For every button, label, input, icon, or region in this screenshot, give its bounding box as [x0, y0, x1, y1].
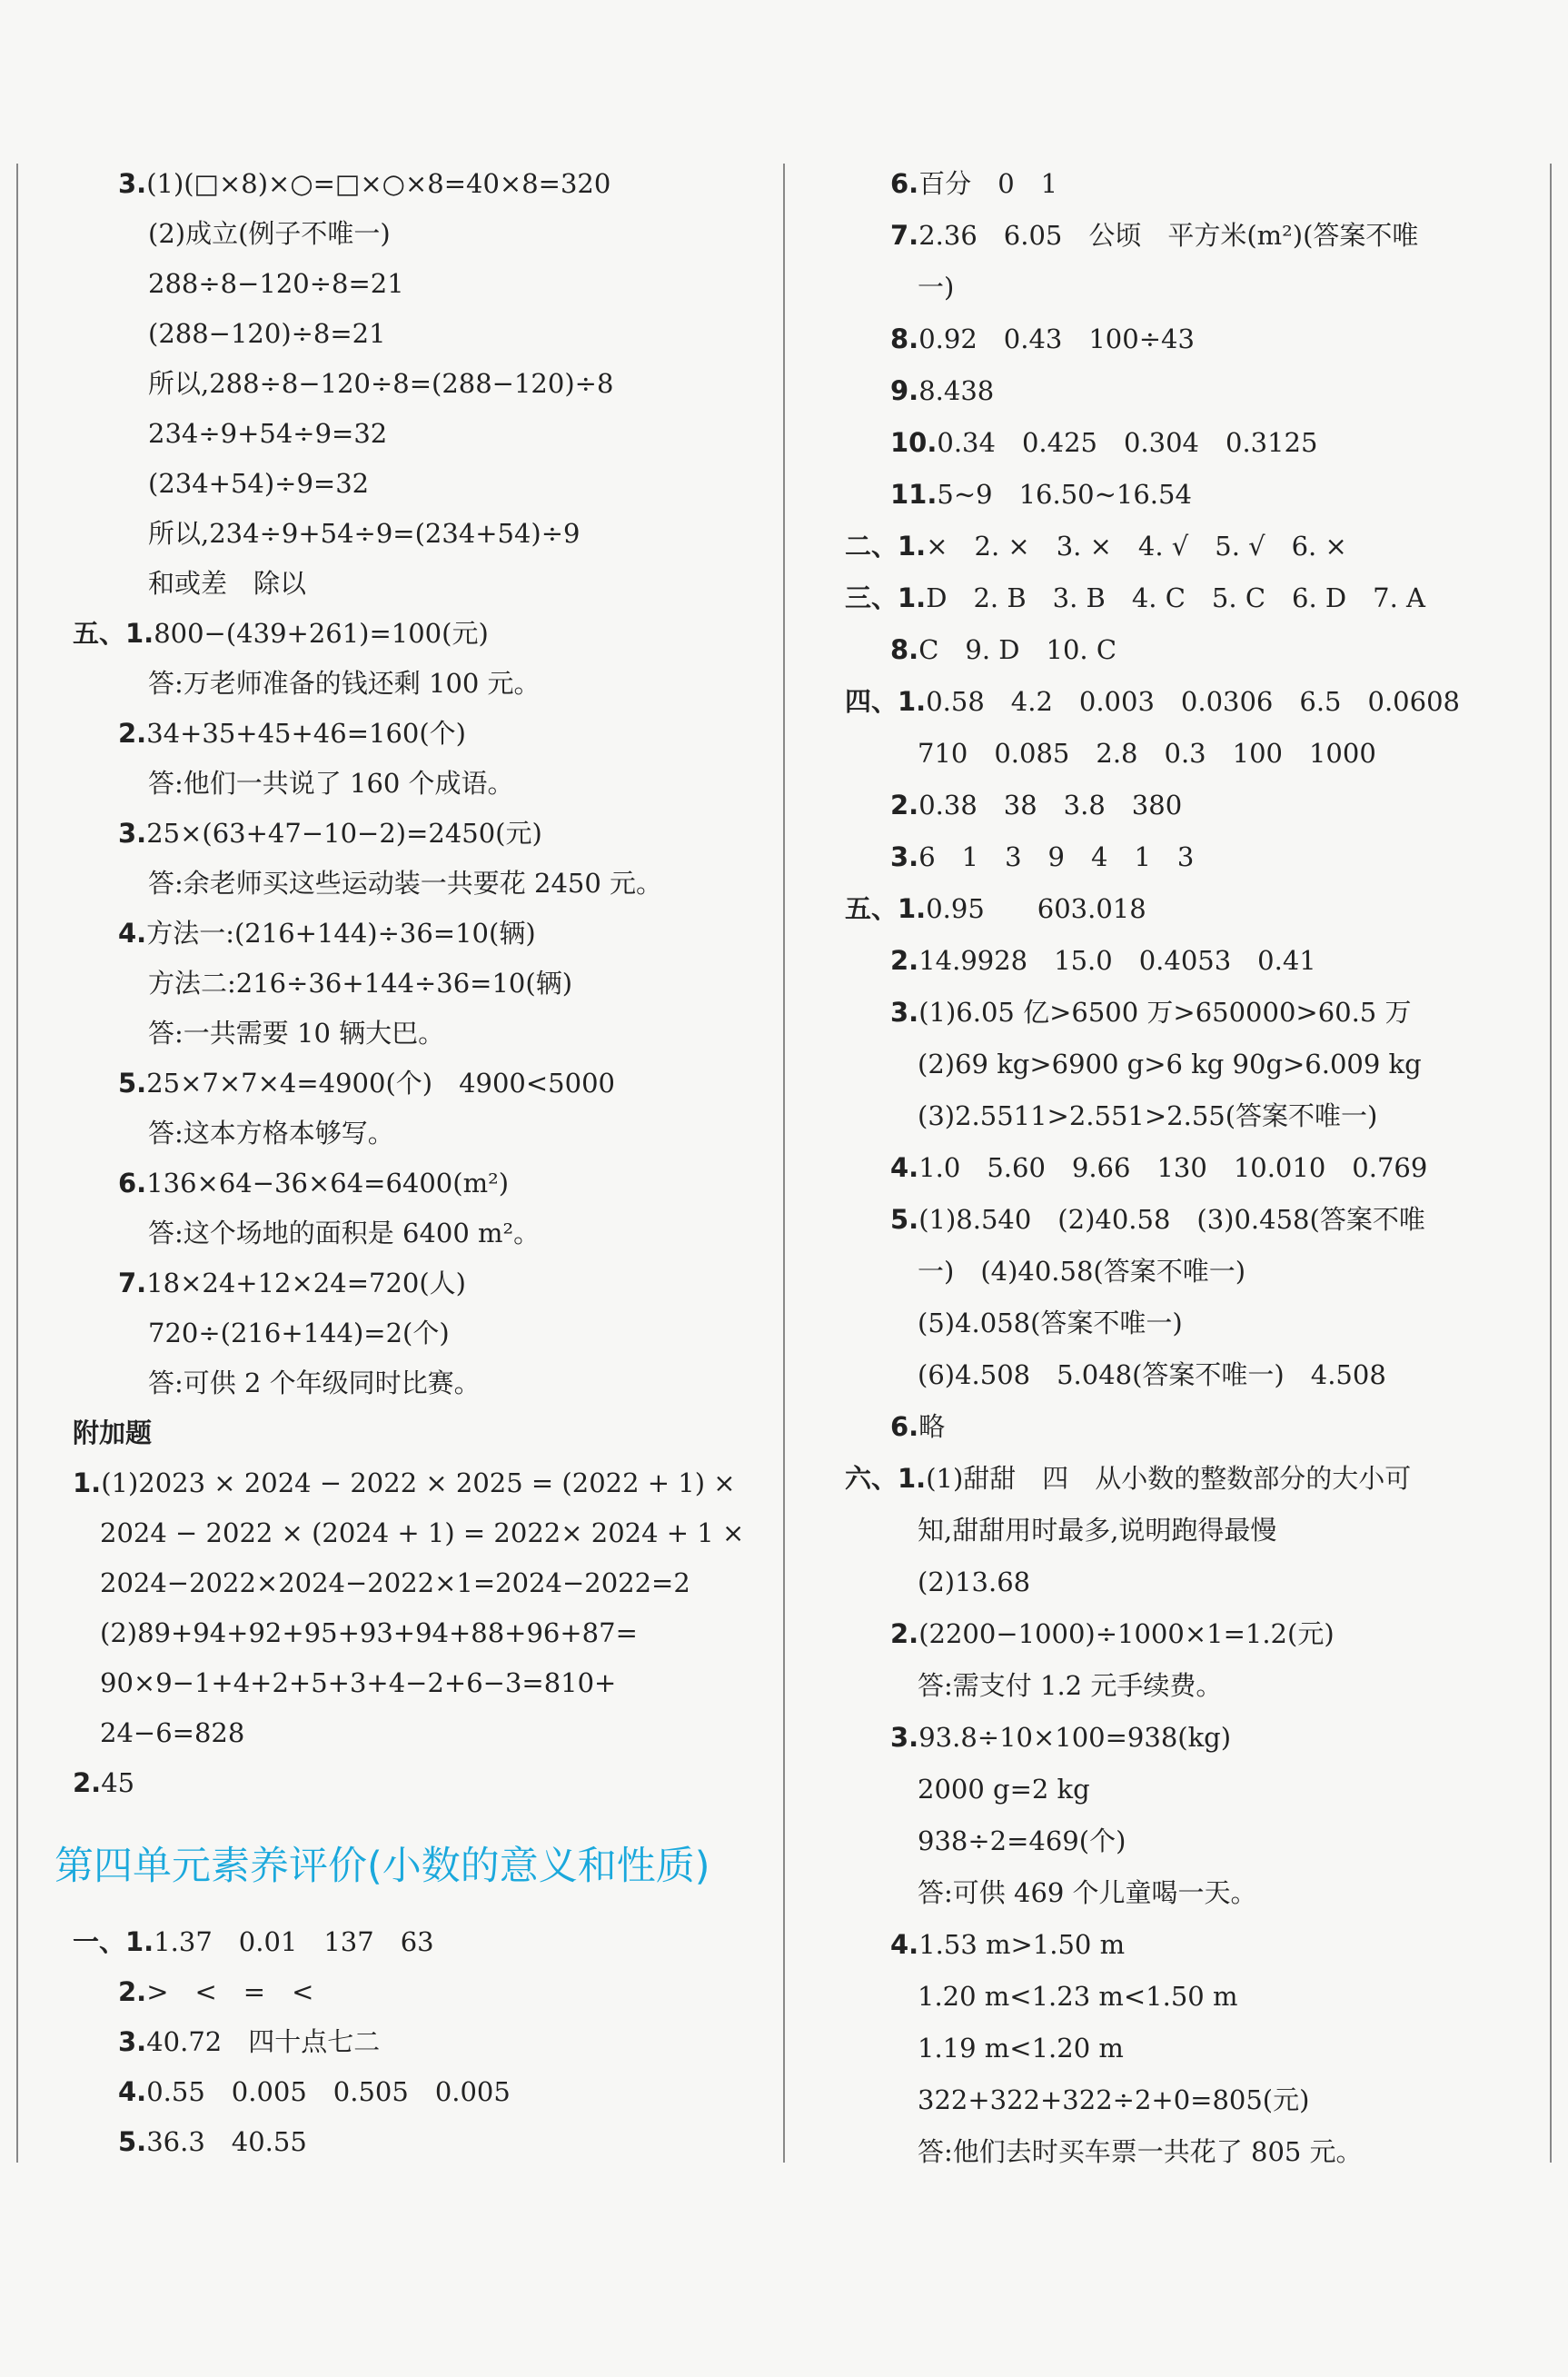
answer-text: 24−6=828 — [100, 1717, 245, 1748]
answer-text: 6 1 3 9 4 1 3 — [918, 841, 1195, 872]
answer-text: 938÷2=469(个) — [918, 1825, 1126, 1856]
answer-line — [918, 2030, 1124, 2066]
answer-line — [73, 1415, 152, 1451]
answer-text: 25×(63+47−10−2)=2450(元) — [146, 818, 542, 849]
answer-text: 710 0.085 2.8 0.3 100 1000 — [918, 738, 1376, 769]
item-number: 4. — [890, 1152, 919, 1183]
answer-text: (288−120)÷8=21 — [148, 318, 386, 349]
answer-text: (2)13.68 — [918, 1566, 1031, 1597]
answer-text: 百分 0 1 — [918, 168, 1058, 199]
item-number: 3. — [890, 1722, 919, 1753]
answer-text: 1.53 m>1.50 m — [918, 1929, 1126, 1960]
answer-text: 36.3 40.55 — [146, 2126, 307, 2157]
answer-text: (1)甜甜 四 从小数的整数部分的大小可 — [926, 1463, 1412, 1494]
answer-line — [918, 1098, 1377, 1134]
answer-line — [890, 1926, 1125, 1963]
answer-line — [118, 1065, 615, 1101]
answer-text: 234÷9+54÷9=32 — [148, 418, 388, 449]
answer-text: 0.55 0.005 0.505 0.005 — [146, 2076, 511, 2107]
answer-line — [100, 1665, 616, 1701]
answer-text: 答:这个场地的面积是 6400 m²。 — [148, 1218, 541, 1248]
item-number: 4. — [118, 2076, 147, 2107]
answer-text: 2000 g=2 kg — [918, 1774, 1090, 1805]
answer-line — [890, 424, 1317, 461]
answer-line — [148, 1015, 444, 1051]
answer-text: 方法二:216÷36+144÷36=10(辆) — [148, 968, 573, 999]
answer-line — [118, 715, 466, 751]
item-number: 四、1. — [845, 686, 927, 717]
answer-text: 1.37 0.01 137 63 — [154, 1926, 434, 1957]
answer-line — [118, 815, 542, 851]
item-number: 11. — [890, 479, 938, 510]
answer-line — [890, 321, 1195, 357]
item-number: 五、1. — [845, 893, 927, 924]
answer-text: 2024 − 2022 × (2024 + 1) = 2022× 2024 + 1 × — [100, 1517, 745, 1548]
answer-line — [100, 1715, 244, 1751]
answer-line — [73, 1924, 434, 1960]
left-margin-rule — [16, 164, 18, 2163]
answer-text: 93.8÷10×100=938(kg) — [918, 1722, 1232, 1753]
item-number: 2. — [73, 1767, 102, 1798]
answer-text: > < = < — [146, 1976, 314, 2007]
item-number: 五、1. — [73, 618, 154, 649]
item-number: 3. — [890, 997, 919, 1028]
answer-text: 答:可供 469 个儿童喝一天。 — [918, 1877, 1257, 1908]
answer-text: D 2. B 3. B 4. C 5. C 6. D 7. A — [926, 582, 1425, 613]
answer-line — [890, 632, 1116, 668]
answer-line — [918, 2082, 1309, 2118]
answer-text: 答:他们一共说了 160 个成语。 — [148, 768, 514, 799]
answer-text: (1)6.05 亿>6500 万>650000>60.5 万 — [918, 997, 1412, 1028]
answer-text: 322+322+322÷2+0=805(元) — [918, 2084, 1310, 2115]
item-number: 附加题 — [73, 1417, 153, 1448]
item-number: 4. — [118, 918, 147, 949]
answer-text: × 2. × 3. × 4. √ 5. √ 6. × — [926, 531, 1347, 562]
answer-text: 34+35+45+46=160(个) — [146, 718, 466, 749]
answer-text: 答:可供 2 个年级同时比赛。 — [148, 1368, 481, 1398]
item-number: 5. — [118, 1068, 147, 1099]
answer-text: (5)4.058(答案不唯一) — [918, 1308, 1183, 1338]
item-number: 8. — [890, 634, 919, 665]
answer-line — [890, 373, 994, 409]
answer-text: 45 — [101, 1767, 135, 1798]
answer-line — [890, 787, 1182, 823]
answer-text: 略 — [918, 1411, 946, 1442]
answer-line — [148, 365, 613, 402]
answer-line — [845, 890, 1146, 927]
answer-text: 25×7×7×4=4900(个) 4900<5000 — [146, 1068, 615, 1099]
answer-text: 答:余老师买这些运动装一共要花 2450 元。 — [148, 868, 663, 899]
answer-line — [118, 1265, 466, 1301]
answer-line — [890, 994, 1411, 1030]
item-number: 2. — [890, 790, 919, 821]
answer-text: 18×24+12×24=720(人) — [146, 1268, 466, 1298]
item-number: 5. — [118, 2126, 147, 2157]
answer-line — [890, 217, 1418, 254]
answer-text: (6)4.508 5.048(答案不唯一) 4.508 — [918, 1359, 1386, 1390]
answer-line — [918, 269, 954, 305]
answer-text: 一) (4)40.58(答案不唯一) — [918, 1256, 1246, 1287]
item-number: 7. — [118, 1268, 147, 1298]
answer-text: (1)2023 × 2024 − 2022 × 2025 = (2022 + 1) × — [101, 1467, 736, 1498]
answer-line — [890, 1719, 1231, 1755]
answer-text: 8.438 — [918, 375, 995, 406]
answer-text: 0.58 4.2 0.003 0.0306 6.5 0.0608 — [926, 686, 1460, 717]
answer-line — [148, 315, 386, 352]
answer-line — [918, 735, 1376, 771]
answer-line — [845, 528, 1347, 564]
item-number: 二、1. — [845, 531, 927, 562]
answer-text: (2200−1000)÷1000×1=1.2(元) — [918, 1618, 1335, 1649]
answer-text: (1)(□×8)×○=□×○×8=40×8=320 — [146, 168, 611, 199]
answer-text: (2)89+94+92+95+93+94+88+96+87= — [100, 1617, 638, 1648]
answer-line — [845, 580, 1425, 616]
answer-line — [118, 1974, 313, 2010]
answer-line — [148, 1365, 481, 1401]
answer-text: (234+54)÷9=32 — [148, 468, 370, 499]
item-number: 六、1. — [845, 1463, 927, 1494]
answer-text: 14.9928 15.0 0.4053 0.41 — [918, 945, 1316, 976]
answer-text: 知,甜甜用时最多,说明跑得最慢 — [918, 1515, 1277, 1546]
answer-line — [118, 2074, 511, 2110]
answer-line — [73, 615, 489, 651]
answer-line — [890, 839, 1194, 875]
answer-line — [148, 515, 581, 552]
answer-line — [918, 1667, 1222, 1704]
right-margin-rule — [1550, 164, 1552, 2163]
answer-text: 288÷8−120÷8=21 — [148, 268, 404, 299]
answer-line — [918, 1512, 1276, 1548]
answer-line — [148, 565, 306, 602]
answer-line — [148, 665, 541, 701]
answer-line — [148, 965, 572, 1001]
answer-line — [100, 1615, 638, 1651]
answer-text: 答:他们去时买车票一共花了 805 元。 — [918, 2136, 1363, 2167]
item-number: 4. — [890, 1929, 919, 1960]
item-number: 6. — [890, 168, 919, 199]
answer-line — [73, 1465, 736, 1501]
item-number: 3. — [890, 841, 919, 872]
answer-line — [918, 1875, 1257, 1911]
answer-text: 1.19 m<1.20 m — [918, 2033, 1124, 2064]
answer-text: 2024−2022×2024−2022×1=2024−2022=2 — [100, 1567, 690, 1598]
answer-text: 2.36 6.05 公顷 平方米(m²)(答案不唯 — [918, 220, 1419, 251]
answer-line — [918, 1357, 1386, 1393]
answer-text: 0.92 0.43 100÷43 — [918, 323, 1195, 354]
answer-line — [890, 1408, 945, 1445]
answer-line — [890, 1616, 1335, 1652]
answer-line — [845, 683, 1460, 720]
item-number: 2. — [890, 945, 919, 976]
answer-line — [118, 915, 536, 951]
answer-text: 方法一:(216+144)÷36=10(辆) — [146, 918, 536, 949]
column-divider — [783, 164, 785, 2163]
answer-line — [918, 1771, 1090, 1807]
answer-text: 136×64−36×64=6400(m²) — [146, 1168, 510, 1198]
answer-text: 所以,288÷8−120÷8=(288−120)÷8 — [148, 368, 614, 399]
item-number: 2. — [118, 718, 147, 749]
answer-text: 5∼9 16.50∼16.54 — [937, 479, 1192, 510]
answer-text: 40.72 四十点七二 — [146, 2026, 381, 2057]
answer-line — [845, 1460, 1411, 1497]
answer-line — [148, 415, 387, 452]
answer-text: 一) — [918, 272, 955, 303]
answer-line — [890, 1149, 1427, 1186]
item-number: 1. — [73, 1467, 102, 1498]
answer-text: (1)8.540 (2)40.58 (3)0.458(答案不唯 — [918, 1204, 1425, 1235]
answer-line — [148, 1315, 450, 1351]
item-number: 三、1. — [845, 582, 927, 613]
answer-line — [100, 1515, 744, 1551]
answer-text: 答:需支付 1.2 元手续费。 — [918, 1670, 1223, 1701]
answer-text: 和或差 除以 — [148, 568, 307, 599]
answer-text: 720÷(216+144)=2(个) — [148, 1318, 450, 1348]
answer-line — [148, 765, 514, 801]
answer-line — [148, 1115, 394, 1151]
item-number: 3. — [118, 168, 147, 199]
answer-text: 0.95 603.018 — [926, 893, 1146, 924]
item-number: 7. — [890, 220, 919, 251]
item-number: 10. — [890, 427, 938, 458]
answer-text: 1.0 5.60 9.66 130 10.010 0.769 — [918, 1152, 1428, 1183]
answer-line — [918, 1046, 1422, 1082]
answer-line — [148, 465, 369, 502]
answer-line — [118, 165, 610, 202]
section-heading: 第四单元素养评价(小数的意义和性质) — [55, 1844, 710, 1889]
item-number: 8. — [890, 323, 919, 354]
answer-line — [148, 1215, 540, 1251]
answer-line — [890, 942, 1316, 979]
answer-line — [918, 1564, 1030, 1600]
answer-text: (2)成立(例子不唯一) — [148, 218, 391, 249]
item-number: 6. — [890, 1411, 919, 1442]
answer-text: 1.20 m<1.23 m<1.50 m — [918, 1981, 1238, 2012]
answer-text: 800−(439+261)=100(元) — [154, 618, 489, 649]
answer-line — [890, 1201, 1425, 1238]
answer-line — [918, 1978, 1237, 2014]
item-number: 3. — [118, 2026, 147, 2057]
item-number: 一、1. — [73, 1926, 154, 1957]
answer-line — [118, 2123, 307, 2160]
answer-text: 所以,234÷9+54÷9=(234+54)÷9 — [148, 518, 581, 549]
answer-text: 90×9−1+4+2+5+3+4−2+6−3=810+ — [100, 1667, 617, 1698]
answer-text: (2)69 kg>6900 g>6 kg 90g>6.009 kg — [918, 1049, 1422, 1079]
item-number: 6. — [118, 1168, 147, 1198]
answer-text: 答:这本方格本够写。 — [148, 1118, 394, 1149]
answer-text: (3)2.5511>2.551>2.55(答案不唯一) — [918, 1100, 1378, 1131]
answer-line — [148, 215, 391, 252]
answer-text: 答:万老师准备的钱还剩 100 元。 — [148, 668, 541, 699]
answer-line — [148, 265, 404, 302]
answer-line — [118, 1165, 509, 1201]
answer-line — [118, 2024, 380, 2060]
answer-text: 0.38 38 3.8 380 — [918, 790, 1183, 821]
answer-text: 0.34 0.425 0.304 0.3125 — [937, 427, 1318, 458]
item-number: 2. — [890, 1618, 919, 1649]
answer-line — [918, 1253, 1245, 1289]
answer-text: 答:一共需要 10 辆大巴。 — [148, 1018, 445, 1049]
answer-line — [918, 2133, 1363, 2170]
item-number: 3. — [118, 818, 147, 849]
item-number: 2. — [118, 1976, 147, 2007]
answer-line — [100, 1565, 690, 1601]
answer-line — [890, 165, 1057, 202]
answer-line — [148, 865, 662, 901]
item-number: 5. — [890, 1204, 919, 1235]
answer-line — [918, 1305, 1183, 1341]
answer-line — [918, 1823, 1126, 1859]
item-number: 9. — [890, 375, 919, 406]
answer-line — [890, 476, 1192, 512]
answer-line — [73, 1765, 134, 1801]
answer-text: C 9. D 10. C — [918, 634, 1117, 665]
